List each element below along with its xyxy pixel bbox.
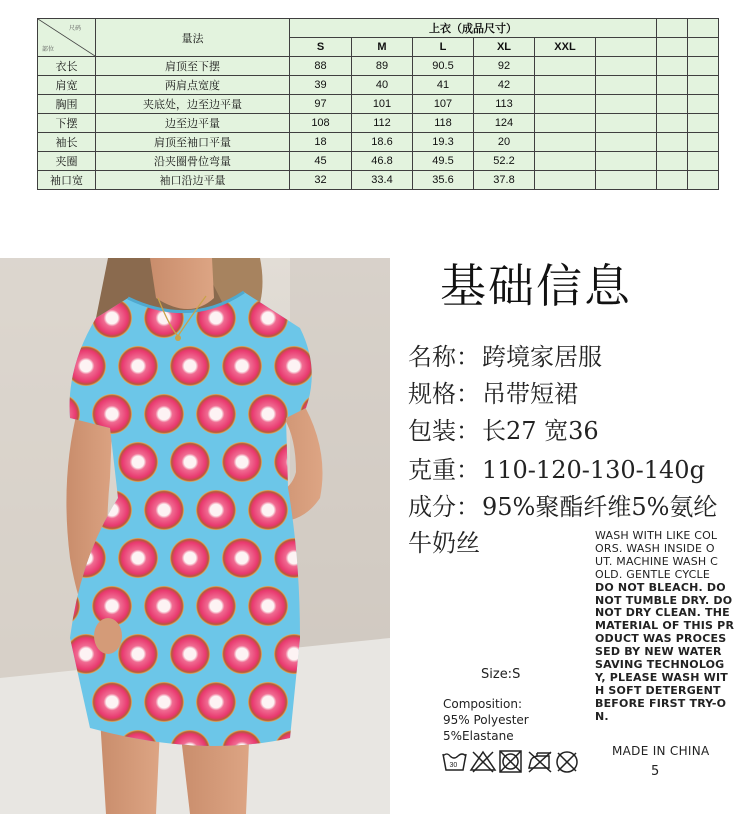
care-line: ODUCT WAS PROCES [595,632,727,646]
no-bleach-icon [471,752,495,772]
value-cell: 49.5 [413,152,474,171]
info-value: 110-120-130-140g [482,456,705,484]
value-cell [688,57,719,76]
made-in-label: MADE IN CHINA [612,744,710,758]
donut-hole [132,552,144,564]
info-value: 长27 宽36 [482,417,599,445]
info-package-line [408,411,599,446]
size-header: M [352,38,413,57]
value-cell: 46.8 [352,152,413,171]
value-cell [535,152,596,171]
info-continuation: 牛奶丝 [408,529,480,557]
donut-hole [262,504,274,516]
part-cell: 肩宽 [38,76,96,95]
donut-hole [184,648,196,660]
value-cell: 41 [413,76,474,95]
value-cell [657,171,688,190]
donut-hole [210,600,222,612]
care-line: Y, PLEASE WASH WIT [595,670,728,684]
empty-cell [657,19,688,38]
donut-hole [210,408,222,420]
value-cell [596,152,657,171]
info-value: 吊带短裙 [482,380,578,408]
care-line: SED BY NEW WATER [595,645,722,659]
value-cell [596,95,657,114]
size-header: S [290,38,352,57]
method-cell: 沿夹圈骨位弯量 [96,152,290,171]
value-cell [535,57,596,76]
table-row [38,152,719,171]
care-line: DO NOT BLEACH. DO [595,580,726,594]
donut-hole [132,360,144,372]
value-cell [596,76,657,95]
size-header: XXL [535,38,596,57]
value-cell: 19.3 [413,133,474,152]
measure-header: 量法 [96,19,290,57]
part-cell: 夹圈 [38,152,96,171]
value-cell: 88 [290,57,352,76]
size-header [657,38,688,57]
size-header: L [413,38,474,57]
care-line: BEFORE FIRST TRY-O [595,696,727,710]
info-spec-line [408,374,578,409]
value-cell [535,76,596,95]
donut-hole [106,312,118,324]
no-tumble-dry-icon [500,751,521,772]
value-cell: 39 [290,76,352,95]
value-cell [596,133,657,152]
part-cell: 衣长 [38,57,96,76]
value-cell: 32 [290,171,352,190]
info-label: 规格： [408,380,480,408]
size-header [688,38,719,57]
no-iron-icon [529,752,551,772]
value-cell [657,57,688,76]
value-cell [688,76,719,95]
donut-hole [210,504,222,516]
donut-hole [158,696,170,708]
value-cell: 37.8 [474,171,535,190]
donut-hole [106,696,118,708]
empty-cell [688,19,719,38]
table-row [38,114,719,133]
value-cell [535,114,596,133]
donut-hole [288,360,300,372]
composition-line: 5%Elastane [443,729,514,743]
value-cell: 45 [290,152,352,171]
no-dry-clean-icon [557,752,577,772]
corner-part-label: 部位 [42,47,55,53]
value-cell: 108 [290,114,352,133]
care-composition [443,696,529,744]
care-symbols [441,748,581,776]
value-cell [657,152,688,171]
value-cell: 107 [413,95,474,114]
value-cell: 18 [290,133,352,152]
care-line: N. [595,709,609,723]
donut-hole [210,696,222,708]
value-cell: 97 [290,95,352,114]
donut-hole [236,456,248,468]
donut-hole [158,504,170,516]
info-composition-line [408,487,717,522]
donut-hole [106,600,118,612]
donut-hole [158,600,170,612]
wash-temp: 30 [449,762,458,769]
value-cell: 92 [474,57,535,76]
model-illustration [0,258,390,814]
value-cell: 42 [474,76,535,95]
donut-hole [262,312,274,324]
value-cell: 52.2 [474,152,535,171]
value-cell: 112 [352,114,413,133]
part-cell: 下摆 [38,114,96,133]
value-cell: 101 [352,95,413,114]
info-value: 95%聚酯纤维5%氨纶 [482,493,718,521]
info-label: 包装： [408,417,480,445]
value-cell: 20 [474,133,535,152]
method-cell: 肩顶至下摆 [96,57,290,76]
value-cell: 113 [474,95,535,114]
care-size: Size:S [481,667,521,682]
size-header [596,38,657,57]
info-title: 基础信息 [440,259,632,313]
info-label: 成分： [408,493,480,521]
info-label: 名称： [408,343,480,371]
donut-hole [106,408,118,420]
care-line: UT. MACHINE WASH C [595,554,718,568]
donut-hole [184,456,196,468]
info-name-line [408,337,602,372]
composition-title: Composition: [443,697,522,711]
label-number: 5 [651,764,660,779]
care-line: NOT DRY CLEAN. THE [595,606,730,620]
care-instructions [595,530,743,724]
method-cell: 肩顶至袖口平量 [96,133,290,152]
donut-hole [184,360,196,372]
wash-30-icon [443,754,466,770]
value-cell: 18.6 [352,133,413,152]
donut-hole [236,648,248,660]
value-cell: 90.5 [413,57,474,76]
value-cell: 124 [474,114,535,133]
part-cell: 袖长 [38,133,96,152]
care-line: ORS. WASH INSIDE O [595,541,715,555]
value-cell [657,76,688,95]
donut-hole [184,552,196,564]
value-cell [596,57,657,76]
info-label: 克重： [408,456,480,484]
donut-hole [158,408,170,420]
table-row [38,171,719,190]
care-line: SAVING TECHNOLOG [595,658,725,672]
care-line: OLD. GENTLE CYCLE [595,567,711,581]
value-cell [535,133,596,152]
donut-hole [236,552,248,564]
care-line: NOT TUMBLE DRY. DO [595,593,733,607]
donut-hole [210,312,222,324]
part-cell: 袖口宽 [38,171,96,190]
method-cell: 边至边平量 [96,114,290,133]
value-cell [688,171,719,190]
value-cell [657,95,688,114]
value-cell [688,133,719,152]
value-cell [596,171,657,190]
value-cell [688,152,719,171]
size-rows [38,57,719,190]
composition-line: 95% Polyester [443,713,529,727]
care-line: WASH WITH LIKE COL [595,529,718,542]
product-photo [0,258,390,814]
value-cell [535,171,596,190]
method-cell: 两肩点宽度 [96,76,290,95]
method-cell: 夹底处，边至边平量 [96,95,290,114]
donut-hole [80,648,92,660]
care-line: H SOFT DETERGENT [595,683,721,697]
table-corner-cell [38,19,96,57]
value-cell [688,95,719,114]
donut-hole [262,408,274,420]
section-title: 上衣（成品尺寸） [290,19,657,38]
value-cell: 40 [352,76,413,95]
donut-hole [262,696,274,708]
table-row [38,95,719,114]
method-cell: 袖口沿边平量 [96,171,290,190]
size-header: XL [474,38,535,57]
table-row [38,133,719,152]
value-cell: 89 [352,57,413,76]
value-cell [596,114,657,133]
donut-hole [132,648,144,660]
info-weight-line [408,450,705,485]
value-cell: 33.4 [352,171,413,190]
table-row [38,57,719,76]
value-cell [688,114,719,133]
info-value: 跨境家居服 [482,343,602,371]
value-cell: 35.6 [413,171,474,190]
value-cell [535,95,596,114]
size-table [37,18,719,190]
donut-hole [80,360,92,372]
table-row [38,76,719,95]
care-line: MATERIAL OF THIS PR [595,619,735,633]
part-cell: 胸围 [38,95,96,114]
donut-hole [132,456,144,468]
value-cell [657,133,688,152]
corner-size-label: 尺码 [68,26,81,32]
donut-hole [262,600,274,612]
donut-hole [236,360,248,372]
value-cell: 118 [413,114,474,133]
value-cell [657,114,688,133]
